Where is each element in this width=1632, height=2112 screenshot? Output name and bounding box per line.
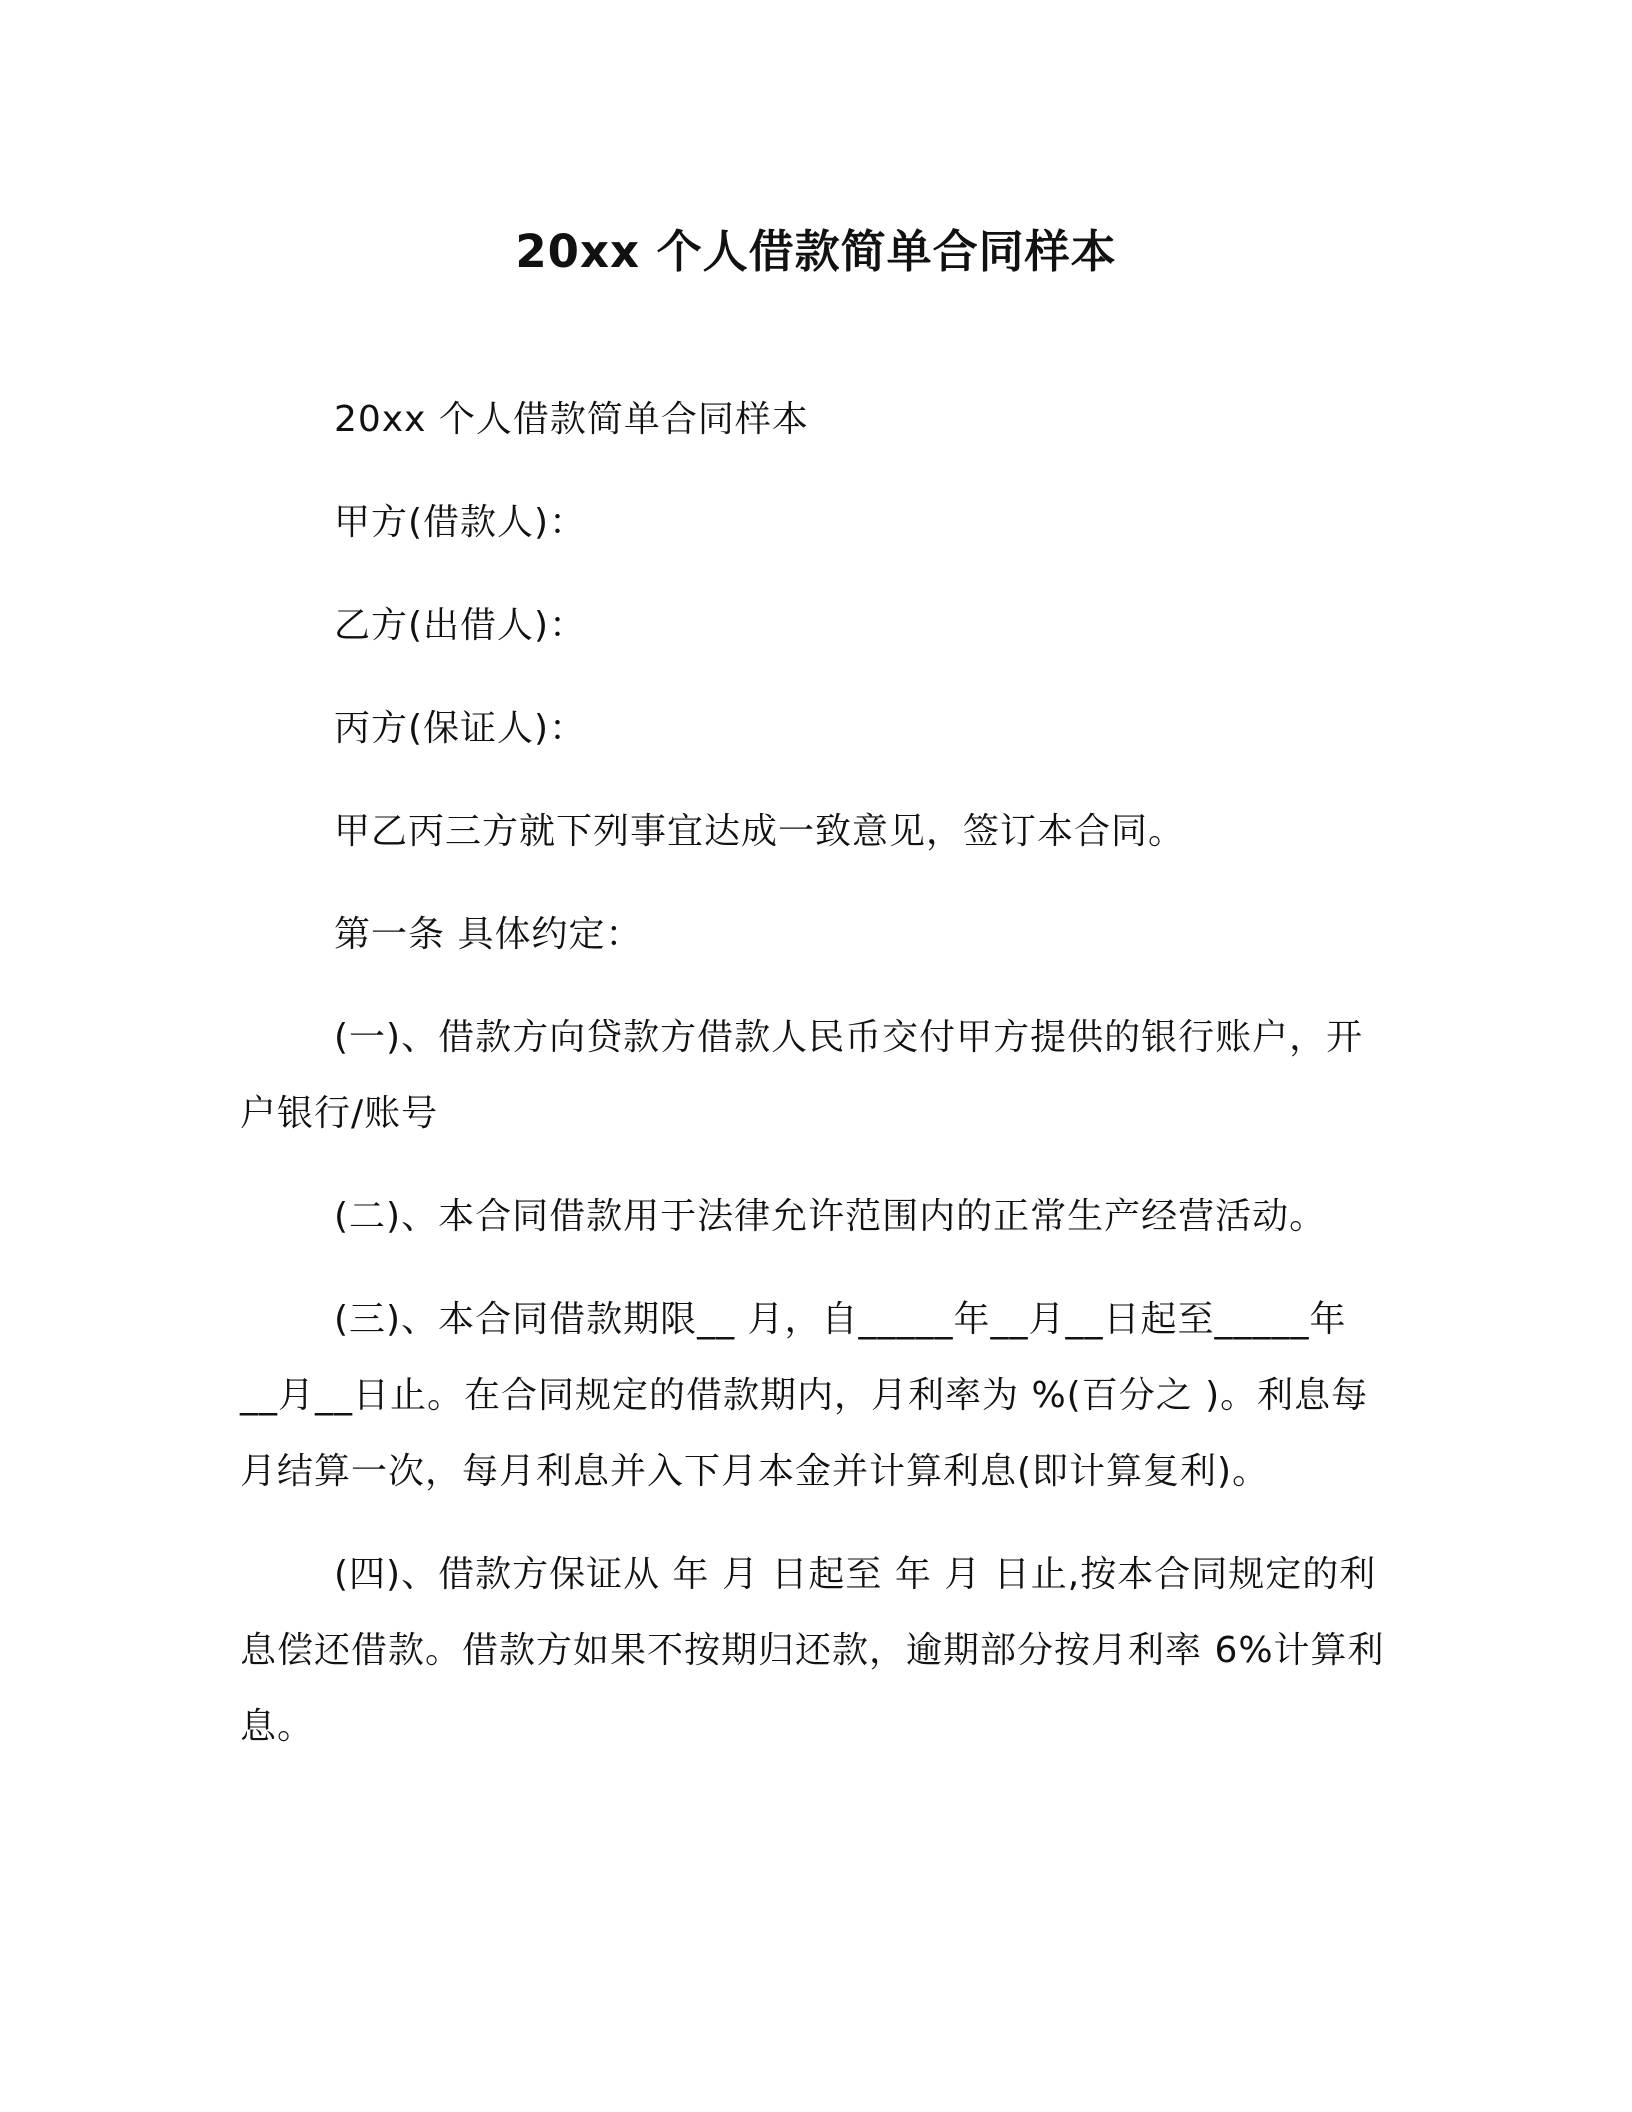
document-title: 20xx 个人借款简单合同样本 [515,225,1117,278]
clause-1-line-1: (一)、借款方向贷款方借款人民币交付甲方提供的银行账户，开 [334,1017,1364,1058]
clause-3-line-1: (三)、本合同借款期限__ 月，自_____年__月__日起至_____年 [334,1299,1347,1340]
clause-4-line-3: 息。 [240,1706,315,1747]
party-b-label: 乙方(出借人)： [334,605,587,646]
document-subtitle: 20xx 个人借款简单合同样本 [334,399,809,440]
party-c-label: 丙方(保证人)： [334,708,587,749]
article-1-heading: 第一条 具体约定： [334,914,643,955]
party-a-label: 甲方(借款人)： [334,502,587,543]
clause-4-line-2: 息偿还借款。借款方如果不按期归还款，逾期部分按月利率 6%计算利 [240,1630,1385,1671]
clause-3-line-3: 月结算一次，每月利息并入下月本金并计算利息(即计算复利)。 [240,1451,1270,1492]
clause-3-line-2: __月__日止。在合同规定的借款期内，月利率为 %(百分之 )。利息每 [240,1375,1369,1416]
clause-2-line-1: (二)、本合同借款用于法律允许范围内的正常生产经营活动。 [334,1196,1327,1237]
clause-4-line-1: (四)、借款方保证从 年 月 日起至 年 月 日止,按本合同规定的利 [334,1554,1377,1595]
intro-paragraph: 甲乙丙三方就下列事宜达成一致意见，签订本合同。 [334,811,1186,852]
clause-1-line-2: 户银行/账号 [240,1093,439,1134]
